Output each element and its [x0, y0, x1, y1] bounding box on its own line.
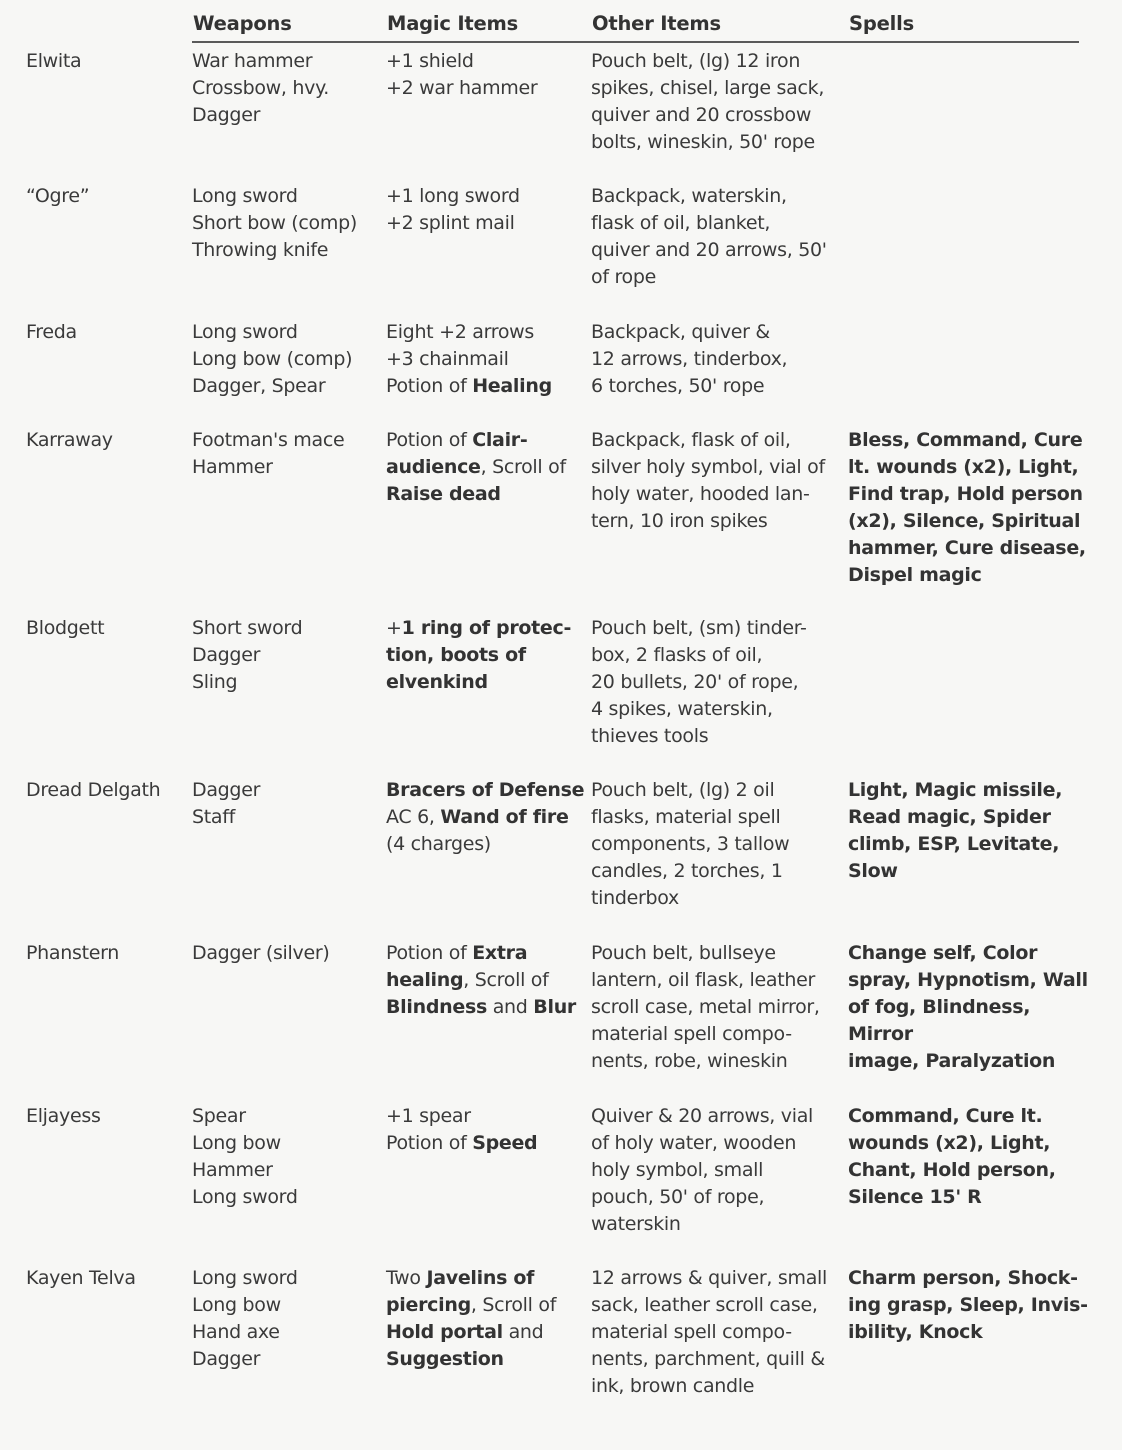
weapon-item: War hammer: [192, 50, 313, 72]
weapon-item: Hammer: [192, 1159, 273, 1181]
magic-item-line: [386, 940, 586, 967]
magic-item-text: +2 war hammer: [386, 77, 538, 99]
magic-item-text: +1 shield: [386, 50, 474, 72]
other-item-line: lantern, oil flask, leather: [591, 969, 816, 991]
spell-line: Silence 15' R: [848, 1186, 982, 1208]
weapon-item: Sling: [192, 671, 238, 693]
magic-item-name: Hold portal: [386, 1321, 503, 1343]
spell-line: Slow: [848, 860, 898, 882]
magic-items-cell: [386, 1103, 586, 1157]
magic-items-cell: [386, 615, 586, 696]
magic-item-line: [386, 454, 586, 481]
other-items-cell: [591, 615, 841, 750]
other-item-line: bolts, wineskin, 50' rope: [591, 131, 815, 153]
magic-item-text: and: [502, 1321, 544, 1343]
character-name: Phanstern: [26, 942, 120, 964]
magic-item-name: Bracers of Defense: [386, 779, 585, 801]
other-item-line: 6 torches, 50' rope: [591, 375, 765, 397]
character-name: Freda: [26, 321, 77, 343]
other-item-line: pouch, 50' of rope,: [591, 1186, 765, 1208]
magic-item-name: elvenkind: [386, 671, 488, 693]
other-item-line: Quiver & 20 arrows, vial: [591, 1105, 814, 1127]
header-divider: [192, 41, 1079, 43]
magic-item-text: , Scroll of: [463, 969, 549, 991]
magic-item-line: [386, 481, 586, 508]
spell-line: hammer, Cure disease,: [848, 537, 1086, 559]
other-item-line: 12 arrows & quiver, small: [591, 1267, 828, 1289]
spell-line: wounds (x2), Light,: [848, 1132, 1051, 1154]
weapon-item: Throwing knife: [192, 239, 329, 261]
weapon-item: Staff: [192, 806, 236, 828]
weapon-item: Spear: [192, 1105, 246, 1127]
weapon-item: Dagger, Spear: [192, 375, 326, 397]
magic-item-name: 1 ring of protec-: [401, 617, 572, 639]
character-name: Blodgett: [26, 617, 105, 639]
other-items-cell: [591, 940, 841, 1075]
other-items-cell: [591, 319, 841, 400]
other-items-cell: [591, 1103, 841, 1238]
other-item-line: tern, 10 iron spikes: [591, 510, 768, 532]
magic-item-text: +3 chainmail: [386, 348, 509, 370]
magic-item-text: AC 6,: [386, 806, 441, 828]
magic-item-name: Healing: [472, 375, 552, 397]
character-name: “Ogre”: [26, 185, 90, 207]
magic-item-line: [386, 1265, 586, 1292]
other-item-line: ink, brown candle: [591, 1375, 755, 1397]
magic-item-name: Extra: [472, 942, 528, 964]
other-item-line: Backpack, waterskin,: [591, 185, 787, 207]
weapon-item: Dagger: [192, 104, 261, 126]
header-weapons: Weapons: [193, 12, 292, 35]
weapons-cell: [192, 615, 382, 696]
character-name: Eljayess: [26, 1105, 101, 1127]
spell-line: spray, Hypnotism, Wall: [848, 969, 1088, 991]
magic-item-name: tion, boots of: [386, 644, 526, 666]
weapons-cell: [192, 1103, 382, 1211]
magic-item-line: [386, 1319, 586, 1346]
other-item-line: material spell compo-: [591, 1023, 792, 1045]
magic-item-name: Suggestion: [386, 1348, 504, 1370]
magic-items-cell: [386, 777, 586, 858]
magic-item-line: [386, 75, 586, 102]
other-item-line: spikes, chisel, large sack,: [591, 77, 825, 99]
other-item-line: flask of oil, blanket,: [591, 212, 771, 234]
magic-item-text: +1 long sword: [386, 185, 520, 207]
weapon-item: Crossbow, hvy.: [192, 77, 330, 99]
magic-item-line: [386, 346, 586, 373]
magic-items-cell: [386, 427, 586, 508]
other-item-line: nents, parchment, quill &: [591, 1348, 825, 1370]
spell-line: Change self, Color: [848, 942, 1038, 964]
spell-line: Light, Magic missile,: [848, 779, 1063, 801]
magic-item-text: +2 splint mail: [386, 212, 515, 234]
magic-items-cell: [386, 940, 586, 1021]
weapon-item: Dagger: [192, 779, 261, 801]
magic-item-name: Wand of fire: [440, 806, 569, 828]
magic-item-line: [386, 669, 586, 696]
weapon-item: Long bow: [192, 1132, 281, 1154]
magic-item-name: audience: [386, 456, 481, 478]
character-name: Karraway: [26, 429, 113, 451]
weapon-item: Dagger (silver): [192, 942, 330, 964]
magic-item-text: (4 charges): [386, 833, 491, 855]
spell-line: Bless, Command, Cure: [848, 429, 1083, 451]
magic-item-text: Potion of: [386, 942, 473, 964]
other-item-line: components, 3 tallow: [591, 833, 790, 855]
magic-item-text: Two: [386, 1267, 427, 1289]
other-item-line: Pouch belt, bullseye: [591, 942, 776, 964]
magic-item-name: Raise dead: [386, 483, 501, 505]
spell-line: Find trap, Hold person: [848, 483, 1083, 505]
weapon-item: Footman's mace: [192, 429, 345, 451]
other-item-line: Backpack, flask of oil,: [591, 429, 791, 451]
weapons-cell: [192, 777, 382, 831]
other-item-line: Backpack, quiver &: [591, 321, 770, 343]
spell-line: Chant, Hold person,: [848, 1159, 1056, 1181]
other-item-line: quiver and 20 arrows, 50': [591, 239, 827, 261]
magic-item-line: [386, 319, 586, 346]
other-items-cell: [591, 427, 841, 535]
weapon-item: Dagger: [192, 1348, 261, 1370]
weapons-cell: [192, 940, 382, 967]
spell-line: ibility, Knock: [848, 1321, 983, 1343]
magic-item-line: [386, 777, 586, 804]
other-item-line: sack, leather scroll case,: [591, 1294, 818, 1316]
spell-line: of fog, Blindness, Mirror: [848, 996, 1031, 1045]
magic-item-line: [386, 1130, 586, 1157]
other-item-line: candles, 2 torches, 1: [591, 860, 783, 882]
other-item-line: holy symbol, small: [591, 1159, 764, 1181]
weapon-item: Hand axe: [192, 1321, 280, 1343]
other-item-line: of rope: [591, 266, 657, 288]
other-item-line: Pouch belt, (sm) tinder-: [591, 617, 807, 639]
spells-cell: [848, 427, 1093, 589]
weapon-item: Long bow: [192, 1294, 281, 1316]
magic-item-text: +: [386, 617, 402, 639]
magic-item-name: piercing: [386, 1294, 471, 1316]
spell-line: image, Paralyzation: [848, 1050, 1056, 1072]
magic-items-cell: [386, 48, 586, 102]
spell-line: lt. wounds (x2), Light,: [848, 456, 1079, 478]
magic-item-line: [386, 831, 586, 858]
spells-cell: [848, 777, 1093, 885]
magic-item-text: , Scroll of: [470, 1294, 557, 1316]
character-name: Elwita: [26, 50, 82, 72]
magic-item-text: Potion of: [386, 429, 473, 451]
magic-item-name: healing: [386, 969, 464, 991]
spells-cell: [848, 1265, 1093, 1346]
magic-items-cell: [386, 319, 586, 400]
other-item-line: 12 arrows, tinderbox,: [591, 348, 788, 370]
other-item-line: 4 spikes, waterskin,: [591, 698, 773, 720]
magic-item-line: [386, 210, 586, 237]
magic-item-name: Javelins of: [426, 1267, 535, 1289]
weapons-cell: [192, 48, 382, 129]
weapons-cell: [192, 319, 382, 400]
magic-item-line: [386, 994, 586, 1021]
other-item-line: nents, robe, wineskin: [591, 1050, 788, 1072]
magic-item-name: Speed: [472, 1132, 538, 1154]
magic-item-line: [386, 183, 586, 210]
other-item-line: material spell compo-: [591, 1321, 792, 1343]
weapon-item: Dagger: [192, 644, 261, 666]
magic-item-text: +1 spear: [386, 1105, 471, 1127]
other-item-line: waterskin: [591, 1213, 681, 1235]
magic-item-line: [386, 967, 586, 994]
magic-item-text: Potion of: [386, 1132, 473, 1154]
other-item-line: Pouch belt, (lg) 2 oil: [591, 779, 775, 801]
other-item-line: thieves tools: [591, 725, 709, 747]
weapon-item: Long sword: [192, 1186, 298, 1208]
weapon-item: Short bow (comp): [192, 212, 357, 234]
weapons-cell: [192, 1265, 382, 1373]
header-other-items: Other Items: [592, 12, 721, 35]
other-items-cell: [591, 48, 841, 156]
magic-item-line: [386, 1103, 586, 1130]
character-name: Kayen Telva: [26, 1267, 136, 1289]
magic-item-line: [386, 642, 586, 669]
spell-line: Charm person, Shock-: [848, 1267, 1078, 1289]
other-item-line: box, 2 flasks of oil,: [591, 644, 763, 666]
spell-line: Dispel magic: [848, 564, 982, 586]
magic-item-line: [386, 615, 586, 642]
magic-item-text: , Scroll of: [480, 456, 566, 478]
weapon-item: Hammer: [192, 456, 273, 478]
weapons-cell: [192, 183, 382, 264]
other-item-line: of holy water, wooden: [591, 1132, 797, 1154]
spell-line: Read magic, Spider: [848, 806, 1051, 828]
spell-line: ing grasp, Sleep, Invis-: [848, 1294, 1088, 1316]
magic-item-line: [386, 1346, 586, 1373]
magic-item-line: [386, 1292, 586, 1319]
magic-items-cell: [386, 183, 586, 237]
other-item-line: tinderbox: [591, 887, 679, 909]
weapon-item: Long sword: [192, 185, 298, 207]
header-spells: Spells: [849, 12, 915, 35]
other-items-cell: [591, 777, 841, 912]
magic-items-cell: [386, 1265, 586, 1373]
spells-cell: [848, 940, 1093, 1075]
magic-item-line: [386, 373, 586, 400]
magic-item-line: [386, 804, 586, 831]
weapon-item: Long sword: [192, 1267, 298, 1289]
other-item-line: scroll case, metal mirror,: [591, 996, 820, 1018]
magic-item-line: [386, 427, 586, 454]
magic-item-name: Clair-: [472, 429, 528, 451]
magic-item-text: Potion of: [386, 375, 473, 397]
spell-line: climb, ESP, Levitate,: [848, 833, 1060, 855]
weapon-item: Long sword: [192, 321, 298, 343]
magic-item-name: Blur: [533, 996, 576, 1018]
other-item-line: holy water, hooded lan-: [591, 483, 810, 505]
other-item-line: 20 bullets, 20' of rope,: [591, 671, 799, 693]
character-name: Dread Delgath: [26, 779, 161, 801]
weapon-item: Short sword: [192, 617, 303, 639]
spell-line: Command, Cure lt.: [848, 1105, 1043, 1127]
magic-item-text: and: [486, 996, 534, 1018]
other-items-cell: [591, 183, 841, 291]
other-item-line: quiver and 20 crossbow: [591, 104, 812, 126]
spell-line: (x2), Silence, Spiritual: [848, 510, 1081, 532]
other-item-line: silver holy symbol, vial of: [591, 456, 825, 478]
spells-cell: [848, 1103, 1093, 1211]
magic-item-line: [386, 48, 586, 75]
other-items-cell: [591, 1265, 841, 1400]
weapons-cell: [192, 427, 382, 481]
other-item-line: Pouch belt, (lg) 12 iron: [591, 50, 801, 72]
weapon-item: Long bow (comp): [192, 348, 353, 370]
header-magic-items: Magic Items: [387, 12, 519, 35]
other-item-line: flasks, material spell: [591, 806, 781, 828]
magic-item-text: Eight +2 arrows: [386, 321, 535, 343]
magic-item-name: Blindness: [386, 996, 487, 1018]
